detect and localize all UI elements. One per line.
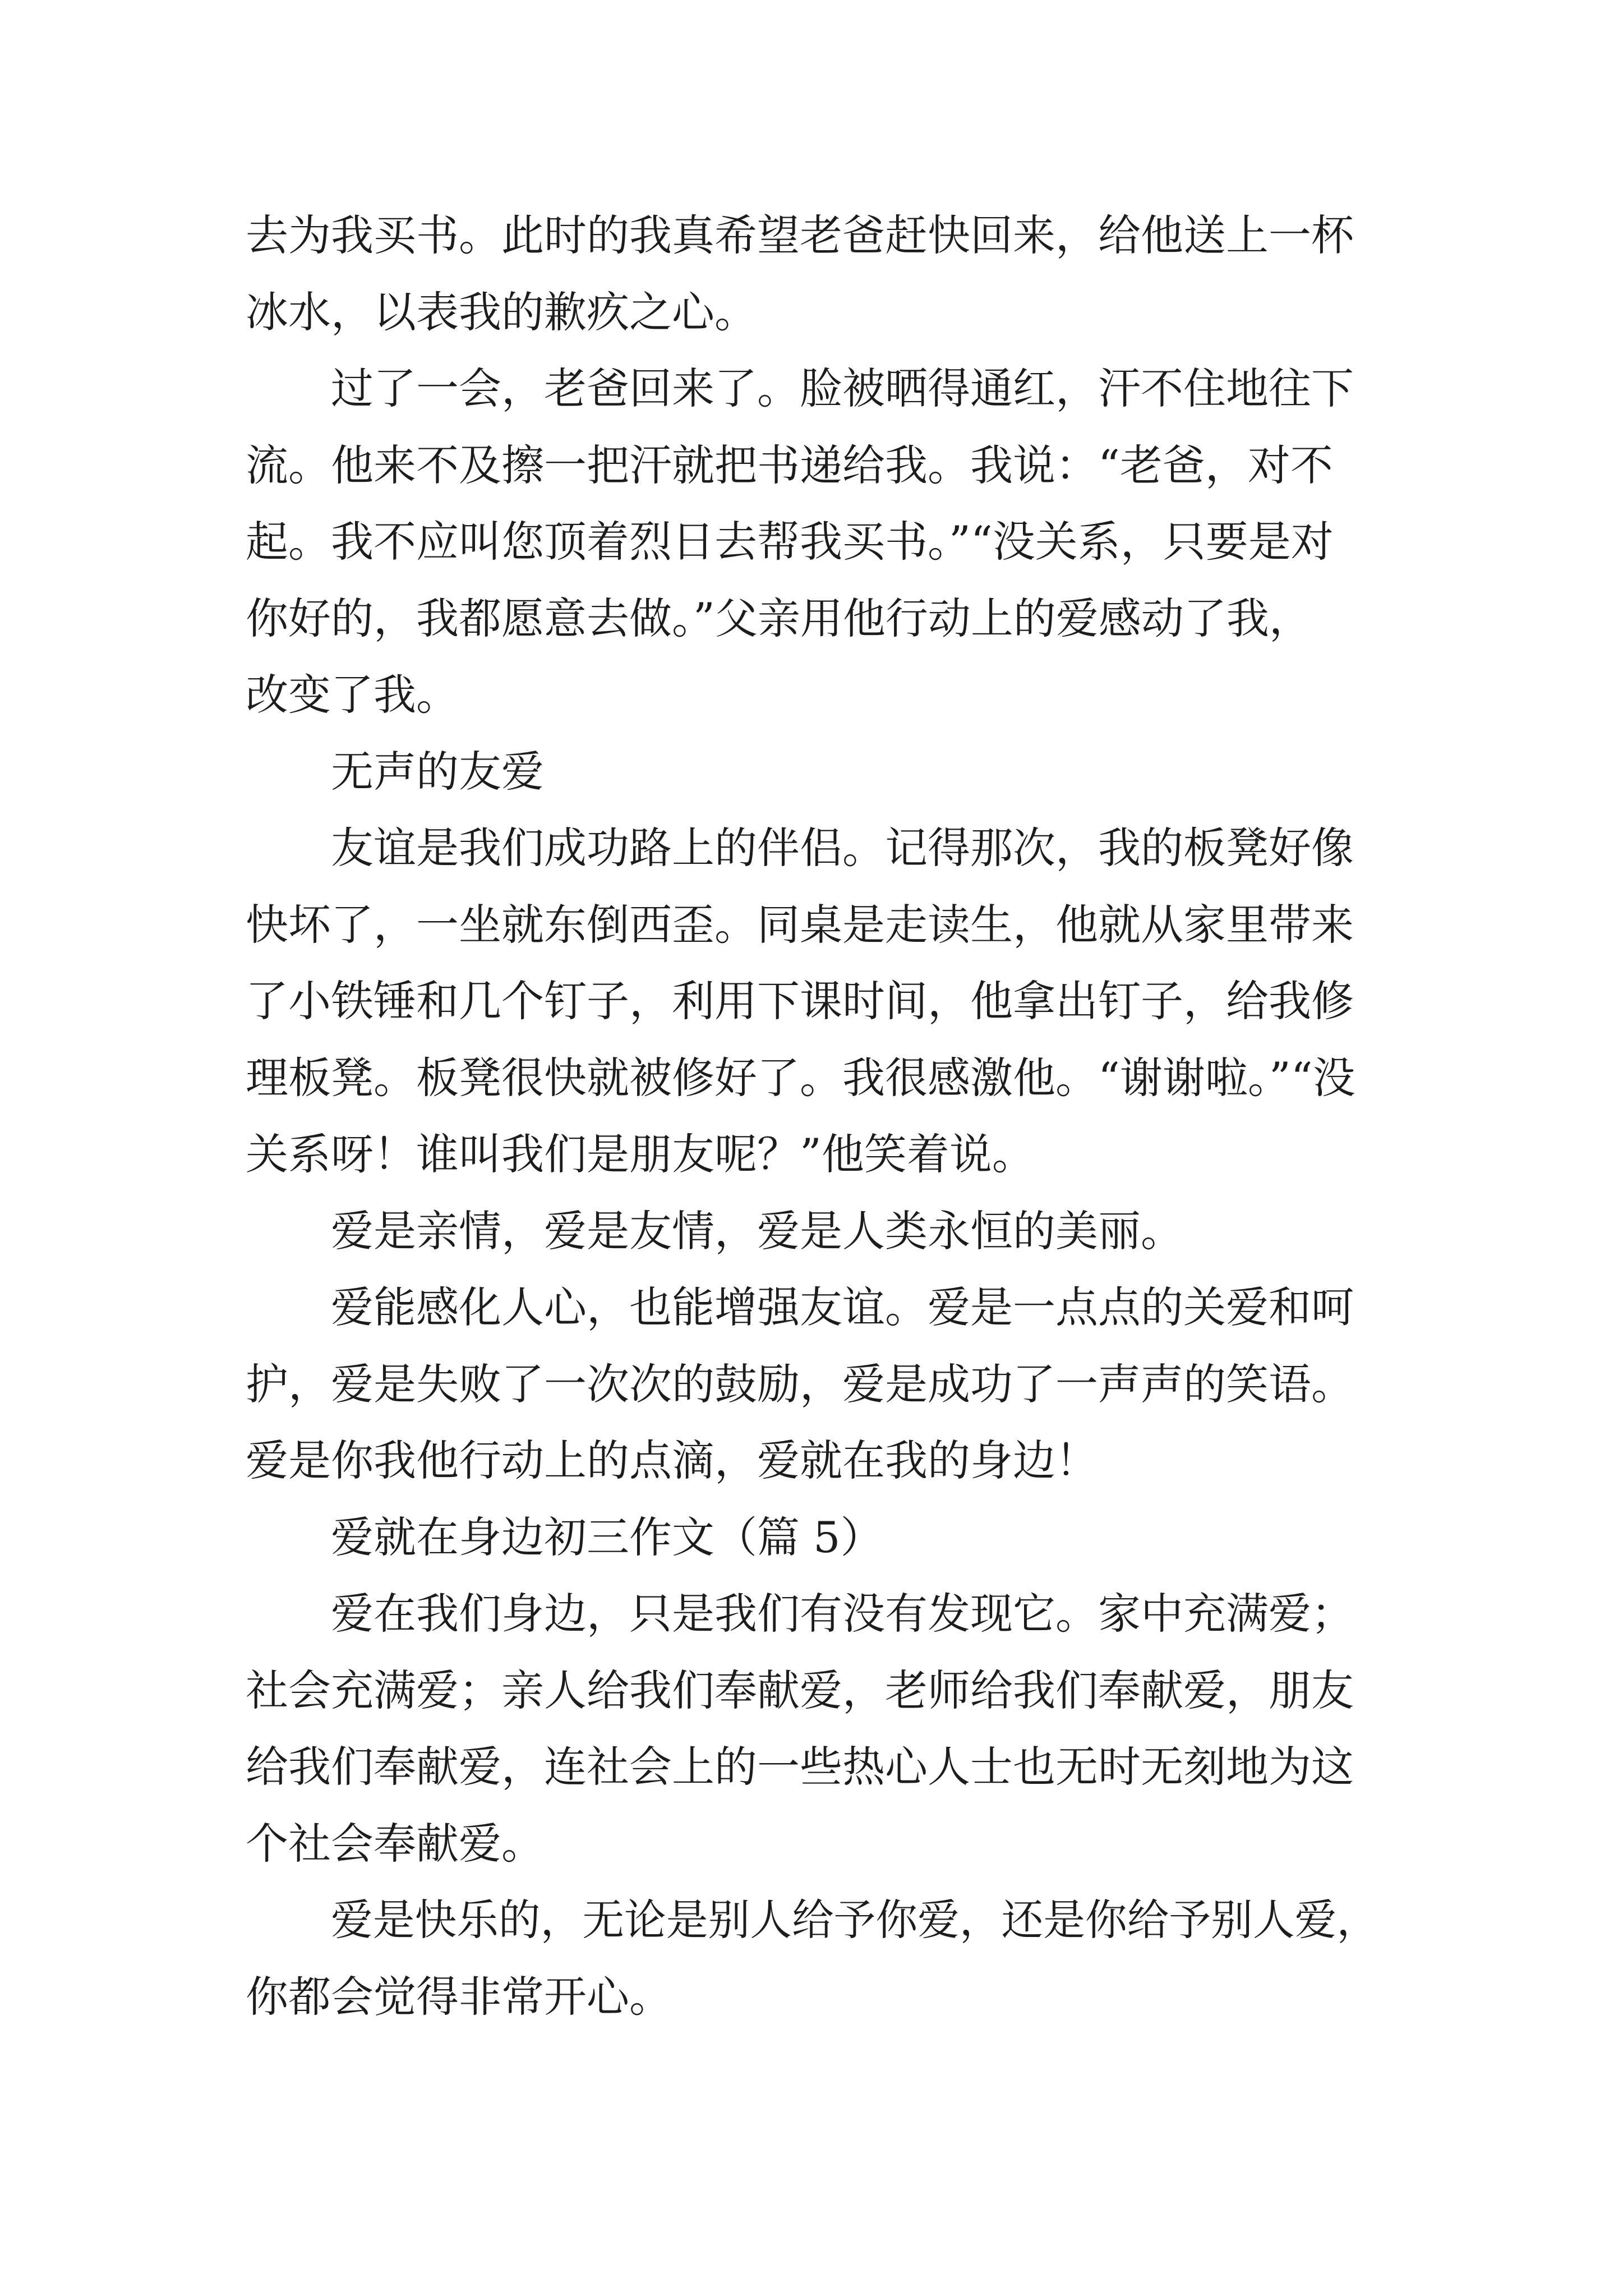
paragraph-line: 给我们奉献爱，连社会上的一些热心人士也无时无刻地为这 xyxy=(246,1742,1354,1792)
paragraph-first-line: 爱是亲情，爱是友情，爱是人类永恒的美丽。 xyxy=(331,1206,1183,1256)
paragraph-line: 流。他来不及擦一把汗就把书递给我。我说：“老爸，对不 xyxy=(246,440,1333,490)
paragraph-first-line: 过了一会，老爸回来了。脸被晒得通红，汗不住地往下 xyxy=(331,364,1354,413)
paragraph-first-line: 爱在我们身边，只是我们有没有发现它。家中充满爱； xyxy=(331,1589,1354,1639)
paragraph-line: 改变了我。 xyxy=(246,670,459,720)
paragraph-line: 了小铁锤和几个钉子，利用下课时间，他拿出钉子，给我修 xyxy=(246,976,1354,1026)
paragraph-line: 起。我不应叫您顶着烈日去帮我买书。”“没关系，只要是对 xyxy=(246,517,1334,567)
paragraph-line: 关系呀！谁叫我们是朋友呢？”他笑着说。 xyxy=(246,1129,1035,1179)
paragraph-line: 个社会奉献爱。 xyxy=(246,1819,544,1869)
paragraph-first-line: 爱是快乐的，无论是别人给予你爱，还是你给予别人爱， xyxy=(331,1895,1379,1945)
paragraph-first-line: 友谊是我们成功路上的伴侣。记得那次，我的板凳好像 xyxy=(331,823,1354,873)
paragraph-line: 冰水，以表我的歉疚之心。 xyxy=(246,287,757,337)
paragraph-first-line: 爱就在身边初三作文（篇 5） xyxy=(331,1512,883,1562)
paragraph-line: 社会充满爱；亲人给我们奉献爱，老师给我们奉献爱，朋友 xyxy=(246,1665,1354,1715)
paragraph-line: 护，爱是失败了一次次的鼓励，爱是成功了一声声的笑语。 xyxy=(246,1359,1354,1409)
paragraph-line: 爱是你我他行动上的点滴，爱就在我的身边！ xyxy=(246,1435,1098,1485)
paragraph-line: 你好的，我都愿意去做。”父亲用他行动上的爱感动了我， xyxy=(246,593,1312,643)
paragraph-line: 去为我买书。此时的我真希望老爸赶快回来，给他送上一杯 xyxy=(246,210,1354,260)
paragraph-line: 你都会觉得非常开心。 xyxy=(246,1972,672,2022)
paragraph-first-line: 爱能感化人心，也能增强友谊。爱是一点点的关爱和呵 xyxy=(331,1282,1354,1332)
paragraph-line: 快坏了，一坐就东倒西歪。同桌是走读生，他就从家里带来 xyxy=(246,900,1354,950)
paragraph-line: 理板凳。板凳很快就被修好了。我很感激他。“谢谢啦。”“没 xyxy=(246,1053,1355,1103)
paragraph-first-line: 无声的友爱 xyxy=(331,747,544,797)
